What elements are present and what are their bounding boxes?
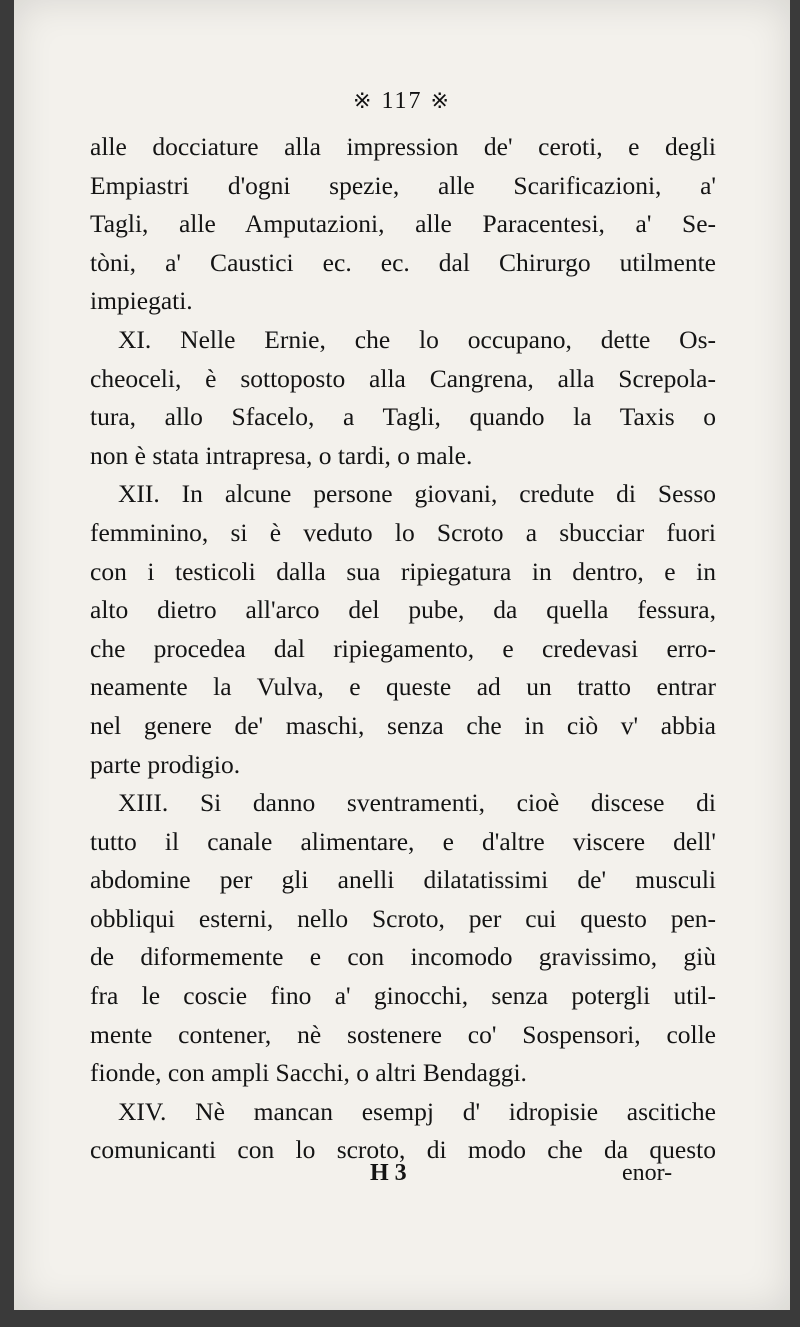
text-line: con i testicoli dalla sua ripiegatura in dentro, e in [90, 556, 716, 586]
text-line: tura, allo Sfacelo, a Tagli, quando la Taxis o [90, 402, 716, 432]
text-line: mente contener, nè sostenere co' Sospensori, colle [90, 1019, 716, 1049]
text-line: alto dietro all'arco del pube, da quella fessura, [90, 595, 716, 625]
body-text [90, 128, 716, 1170]
text-line: obbliqui esterni, nello Scroto, per cui questo pen- [90, 903, 716, 933]
text-line: impiegati. [90, 286, 193, 316]
text-line: Empiastri d'ogni spezie, alle Scarificazioni, a' [90, 170, 716, 200]
text-line: Tagli, alle Amputazioni, alle Paracentesi, a' Se- [90, 209, 716, 239]
text-line: tutto il canale alimentare, e d'altre viscere dell' [90, 826, 716, 856]
text-line: che procedea dal ripiegamento, e credevasi erro- [90, 633, 716, 663]
catchword: enor- [622, 1160, 673, 1186]
text-line: comunicanti con lo scroto, di modo che da questo [90, 1135, 716, 1165]
book-page [14, 0, 790, 1310]
text-line: nel genere de' maschi, senza che in ciò v' abbia [90, 710, 716, 740]
page-number: 117 [381, 88, 423, 114]
text-line: femminino, si è veduto lo Scroto a sbucciar fuori [90, 517, 716, 547]
text-line: parte prodigio. [90, 749, 241, 779]
text-line: XII. In alcune persone giovani, credute di Sesso [118, 479, 716, 509]
running-header [14, 88, 790, 115]
text-line: alle docciature alla impression de' ceroti, e degli [90, 132, 716, 161]
text-line: XIII. Si danno sventramenti, cioè discese di [118, 788, 716, 818]
signature-mark: H 3 [370, 1160, 407, 1186]
text-line: cheoceli, è sottoposto alla Cangrena, alla Screpola- [90, 363, 716, 393]
page-footer [14, 1160, 790, 1190]
text-line: de diformemente e con incomodo gravissimo, giù [90, 942, 716, 972]
text-line: non è stata intrapresa, o tardi, o male. [90, 440, 473, 470]
text-line: neamente la Vulva, e queste ad un tratto entrar [90, 672, 716, 702]
ornament-left: ※ [353, 88, 374, 113]
text-line: abdomine per gli anelli dilatatissimi de' musculi [90, 865, 716, 895]
text-line: tòni, a' Caustici ec. ec. dal Chirurgo utilmente [90, 247, 716, 277]
text-line: fra le coscie fino a' ginocchi, senza potergli util- [90, 981, 716, 1011]
text-line: XIV. Nè mancan esempj d' idropisie ascitiche [118, 1096, 716, 1126]
text-line: XI. Nelle Ernie, che lo occupano, dette Os- [118, 324, 716, 354]
ornament-right: ※ [430, 88, 451, 113]
text-line: fionde, con ampli Sacchi, o altri Bendaggi. [90, 1058, 527, 1088]
